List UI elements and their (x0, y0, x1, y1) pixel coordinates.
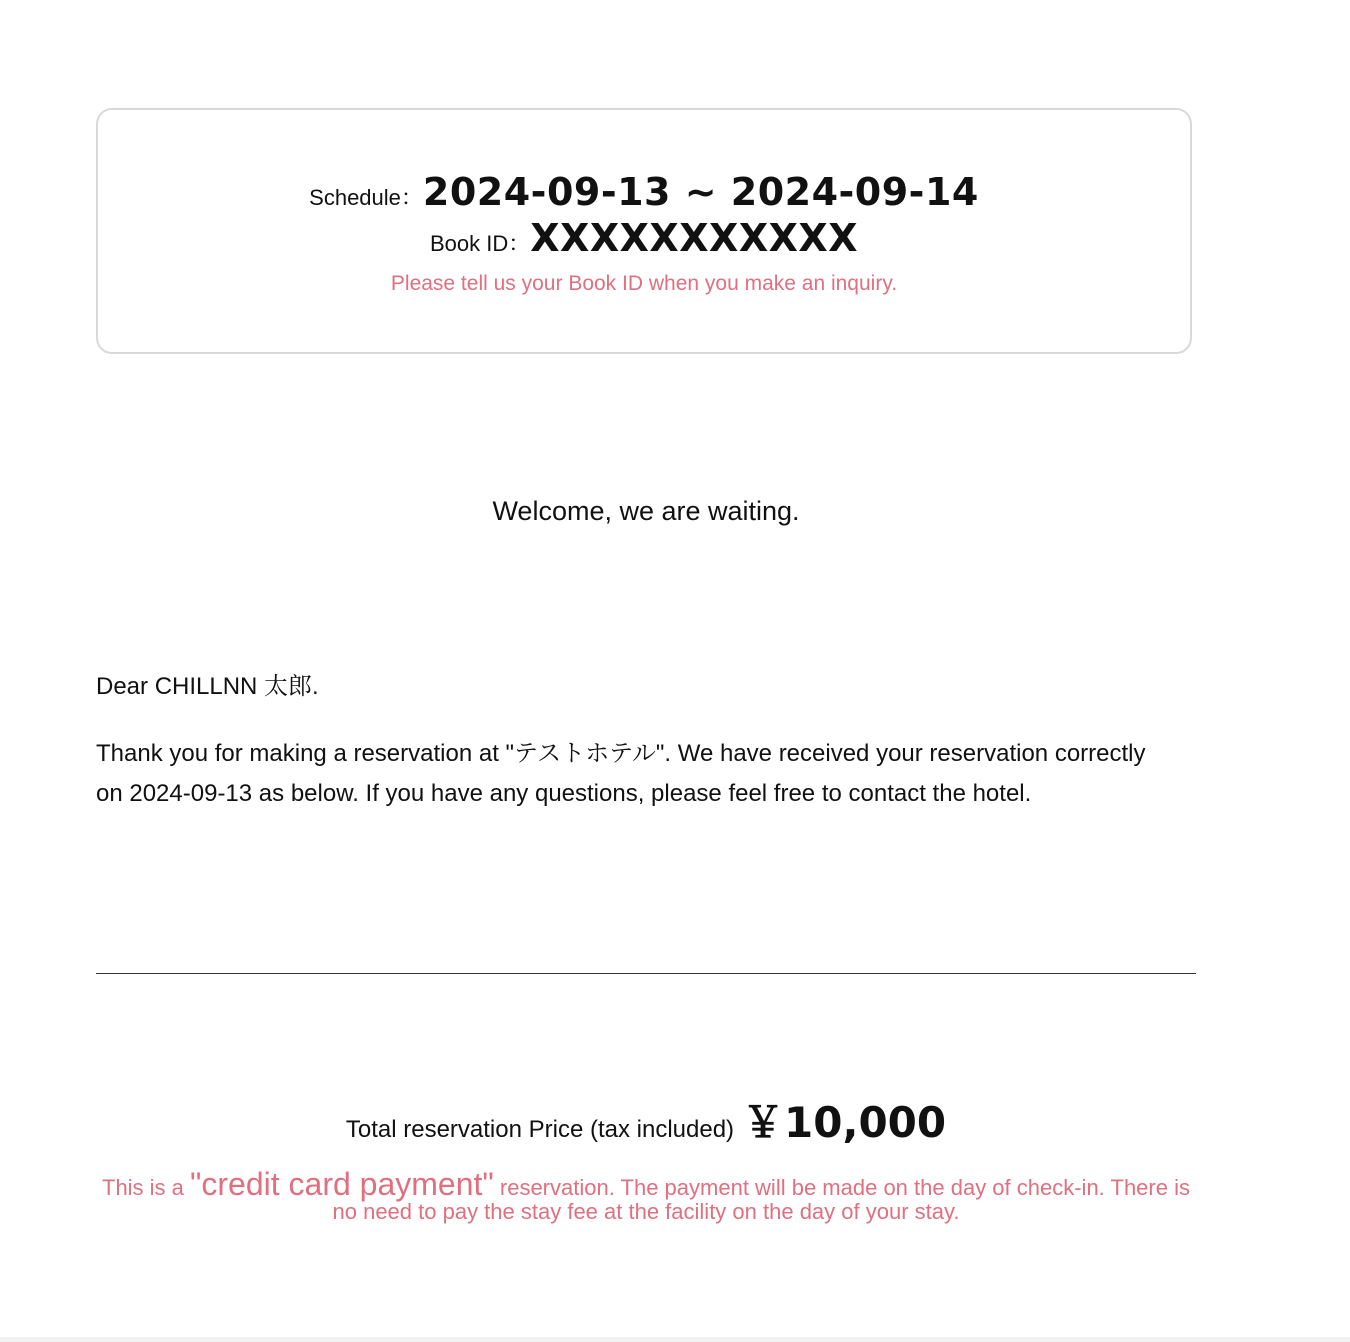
book-id-row (98, 216, 1190, 260)
divider (96, 973, 1196, 974)
payment-method-emphasis: "credit card payment" (190, 1166, 494, 1202)
schedule-value: 2024-09-13 ~ 2024-09-14 (422, 170, 979, 214)
reservation-message: Thank you for making a reservation at "テストホテル". We have received your reservation correctly on 2024-09-13 as below. If you have any questions, please feel free to contact the hotel. (96, 740, 1146, 807)
payment-note-prefix: This is a (102, 1175, 191, 1200)
reservation-summary-box (96, 108, 1192, 354)
payment-note-suffix: reservation. The payment will be made on the day of check-in. There is no need to pay the stay fee at the facility on the day of your stay. (332, 1175, 1190, 1224)
schedule-label: Schedule： (309, 185, 423, 210)
schedule-row (98, 170, 1190, 214)
greeting: Dear CHILLNN 太郎. (96, 673, 319, 700)
total-price-row (0, 1090, 1292, 1150)
payment-note (96, 1166, 1196, 1224)
book-id-label: Book ID： (429, 231, 531, 256)
inquiry-note: Please tell us your Book ID when you make an inquiry. (390, 272, 898, 295)
total-price-value: ￥10,000 (742, 1098, 947, 1147)
book-id-value: XXXXXXXXXXX (530, 216, 859, 260)
welcome-heading: Welcome, we are waiting. (492, 496, 800, 526)
bottom-band (0, 1337, 1350, 1342)
total-price-label: Total reservation Price (tax included) (345, 1116, 735, 1143)
